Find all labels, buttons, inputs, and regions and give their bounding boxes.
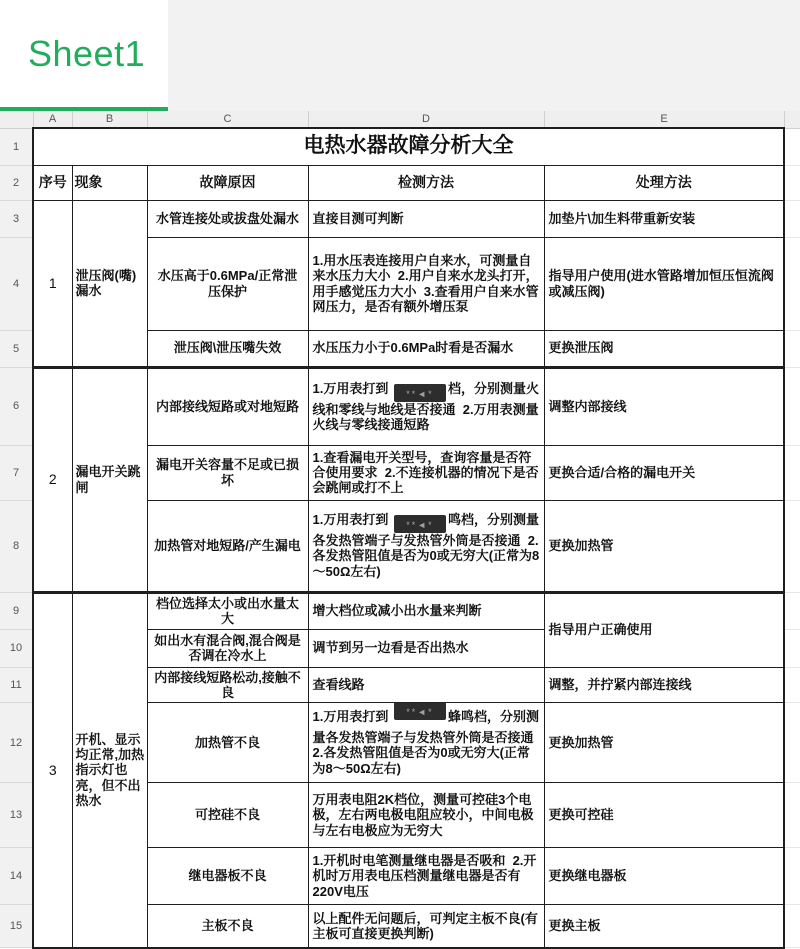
row-number-4[interactable]	[0, 237, 33, 330]
col-letter-partial[interactable]	[784, 111, 800, 128]
row-number-label: 11	[10, 678, 22, 691]
ghost-cell[interactable]	[784, 200, 800, 237]
cause-text: 水管连接处或拔盘处漏水	[155, 210, 299, 226]
row-number-14[interactable]	[0, 848, 33, 905]
row-number-8[interactable]	[0, 500, 33, 592]
sheet-tab-label: Sheet1	[28, 32, 146, 74]
method-text: 以上配件无问题后，可判定主板不良(有主板可直接更换判断)	[312, 910, 538, 941]
group-index: 3	[48, 761, 57, 778]
cause-cell-row11[interactable]	[147, 667, 308, 703]
redaction-icon	[394, 384, 446, 402]
method-text: 调节到另一边看是否出热水	[312, 640, 469, 656]
cause-text: 水压高于0.6MPa/正常泄压保护	[157, 268, 298, 299]
ghost-cell[interactable]	[784, 500, 800, 592]
method-text: 查看线路	[312, 677, 365, 693]
col-letter-a[interactable]	[33, 111, 72, 128]
phenomenon-cell-group1[interactable]	[72, 200, 147, 367]
row-number-label: 10	[9, 642, 23, 654]
solution-text: 更换可控硅	[548, 807, 614, 823]
row-number-label: 13	[9, 809, 23, 822]
table-title-cell[interactable]	[33, 128, 784, 165]
phenomenon-text: 开机、显示均正常,加热指示灯也亮，但不出热水	[75, 731, 145, 809]
group-index: 1	[48, 274, 57, 291]
spreadsheet-grid	[0, 111, 800, 949]
row-number-label: 9	[12, 604, 20, 617]
solution-cell-row6[interactable]	[544, 367, 784, 445]
solution-cell-row15[interactable]	[544, 905, 784, 948]
method-text: 档，分别测量火线和零线与地线是否接通 2.万用表测量火线与零线接通短路	[312, 380, 539, 432]
row-number-6[interactable]	[0, 367, 33, 445]
method-text: 1.用水压表连接用户自来水，可测量自来水压力大小 2.用户自来水龙头打开，用手感觉压力大小 3.查看用户自来水管网压力，是否有额外增压泵	[312, 252, 539, 314]
row-number-label: 2	[12, 176, 20, 189]
solution-cell-row12[interactable]	[544, 703, 784, 783]
ghost-cell[interactable]	[784, 367, 800, 445]
method-cell-row5[interactable]	[308, 330, 544, 367]
column-header-strip	[0, 111, 800, 128]
solution-cell-row11[interactable]	[544, 667, 784, 703]
ghost-cell[interactable]	[784, 848, 800, 905]
cause-cell-row14[interactable]	[147, 848, 308, 905]
col-letter-label: C	[223, 113, 232, 125]
cause-text: 如出水有混合阀,混合阀是否调在冷水上	[154, 632, 301, 663]
cause-cell-row13[interactable]	[147, 783, 308, 848]
solution-cell-row9-10[interactable]	[544, 592, 784, 667]
row-number-9[interactable]	[0, 592, 33, 629]
solution-text: 加垫片\加生料带重新安装	[548, 210, 696, 226]
solution-cell-row14[interactable]	[544, 848, 784, 905]
active-tab-underline	[0, 107, 168, 111]
col-letter-label: A	[48, 113, 57, 125]
row-number-label: 6	[12, 400, 20, 412]
method-cell-row15[interactable]	[308, 905, 544, 948]
row-number-label: 8	[12, 540, 20, 552]
index-cell-group2[interactable]	[33, 367, 72, 592]
row-number-12[interactable]	[0, 703, 33, 783]
ghost-cell[interactable]	[784, 330, 800, 367]
row-number-2[interactable]	[0, 165, 33, 200]
header-label: 序号	[38, 174, 67, 191]
cause-text: 档位选择太小或出水量太大	[155, 595, 299, 626]
solution-cell-row7[interactable]	[544, 445, 784, 500]
redaction-glyphs: **◄*	[406, 707, 434, 718]
row-number-3[interactable]	[0, 200, 33, 237]
redaction-glyphs: **◄*	[406, 388, 434, 399]
col-letter-label: B	[105, 113, 114, 125]
solution-text: 更换泄压阀	[548, 340, 614, 356]
header-label: 故障原因	[199, 174, 256, 191]
method-cell-row14[interactable]	[308, 848, 544, 905]
redaction-glyphs: **◄*	[406, 520, 434, 530]
col-letter-label: D	[422, 113, 430, 125]
ghost-cell[interactable]	[784, 592, 800, 629]
cause-cell-row15[interactable]	[147, 905, 308, 948]
cause-cell-row4[interactable]	[147, 237, 308, 330]
method-text: 1.开机时电笔测量继电器是否吸和 2.开机时万用表电压档测量继电器是否有220V电压	[312, 853, 537, 899]
solution-cell-row5[interactable]	[544, 330, 784, 367]
solution-text: 更换加热管	[548, 537, 614, 553]
col-letter-c[interactable]	[147, 111, 308, 128]
row-number-label: 12	[9, 736, 23, 749]
method-text: 1.万用表打到	[312, 512, 392, 527]
ghost-cell[interactable]	[784, 445, 800, 500]
cause-text: 泄压阀\泄压嘴失效	[173, 340, 282, 356]
phenomenon-text: 漏电开关跳闸	[75, 464, 141, 495]
row-number-label: 15	[9, 920, 23, 933]
cause-cell-row5[interactable]	[147, 330, 308, 367]
method-cell-row6[interactable]	[308, 367, 544, 445]
method-cell-row7[interactable]	[308, 445, 544, 500]
cause-cell-row8[interactable]	[147, 500, 308, 592]
cause-text: 漏电开关容量不足或已损坏	[155, 457, 299, 488]
method-cell-row11[interactable]	[308, 667, 544, 703]
ghost-cell[interactable]	[784, 703, 800, 783]
phenomenon-text: 泄压阀(嘴) 漏水	[75, 267, 140, 298]
header-cell-method[interactable]	[308, 165, 544, 200]
cause-cell-row6[interactable]	[147, 367, 308, 445]
select-all-corner[interactable]	[0, 111, 33, 128]
row-number-15[interactable]	[0, 905, 33, 948]
method-text: 蜂鸣档，分别测量各发热管端子与发热管外筒是否接通 2.各发热管阻值是否为0或无穷大(正常为8～50Ω左右)	[312, 709, 541, 776]
row-number-1[interactable]	[0, 128, 33, 165]
header-label: 处理方法	[635, 174, 692, 191]
sheet-tab[interactable]	[0, 0, 168, 107]
solution-text: 更换继电器板	[548, 868, 627, 884]
table-row	[0, 592, 800, 629]
top-banner	[0, 0, 800, 111]
header-cell-index[interactable]	[33, 165, 72, 200]
row-number-label: 7	[12, 466, 20, 479]
table-row	[0, 200, 800, 237]
cause-text: 主板不良	[201, 918, 254, 934]
redaction-icon	[394, 515, 446, 533]
method-text: 鸣档，分别测量各发热管端子与发热管外筒是否接通 2.各发热管阻值是否为0或无穷大(正常为8～50Ω左右)	[312, 512, 540, 579]
method-cell-row9[interactable]	[308, 592, 544, 629]
index-cell-group1[interactable]	[33, 200, 72, 367]
method-text: 增大档位或减小出水量来判断	[312, 603, 482, 619]
redaction-icon	[394, 703, 446, 721]
table-row	[0, 367, 800, 445]
cause-cell-row3[interactable]	[147, 200, 308, 237]
page-title: 电热水器故障分析大全	[303, 134, 514, 158]
col-letter-label: E	[660, 113, 668, 125]
cause-text: 继电器板不良	[188, 868, 267, 884]
row-number-label: 14	[9, 870, 23, 883]
header-label: 检测方法	[398, 174, 454, 191]
method-cell-row3[interactable]	[308, 200, 544, 237]
ghost-cell[interactable]	[784, 165, 800, 200]
row-number-label: 4	[12, 277, 20, 290]
ghost-cell[interactable]	[784, 783, 800, 848]
header-cell-cause[interactable]	[147, 165, 308, 200]
row-number-label: 3	[12, 212, 20, 225]
row-number-10[interactable]	[0, 629, 33, 667]
solution-cell-row13[interactable]	[544, 783, 784, 848]
cause-cell-row7[interactable]	[147, 445, 308, 500]
method-cell-row13[interactable]	[308, 783, 544, 848]
cause-text: 加热管不良	[194, 734, 260, 750]
row-number-13[interactable]	[0, 783, 33, 848]
ghost-cell[interactable]	[784, 237, 800, 330]
header-cell-solution[interactable]	[544, 165, 784, 200]
row-number-7[interactable]	[0, 445, 33, 500]
cause-text: 加热管对地短路/产生漏电	[154, 537, 301, 553]
cause-text: 可控硅不良	[194, 807, 260, 823]
col-letter-b[interactable]	[72, 111, 147, 128]
phenomenon-cell-group3[interactable]	[72, 592, 147, 948]
row-number-11[interactable]	[0, 667, 33, 703]
solution-cell-row4[interactable]	[544, 237, 784, 330]
cause-cell-row9[interactable]	[147, 592, 308, 629]
method-text: 直接目测可判断	[312, 210, 404, 226]
group-index: 2	[48, 471, 57, 488]
ghost-cell[interactable]	[784, 905, 800, 948]
method-cell-row12[interactable]	[308, 703, 544, 783]
solution-cell-row8[interactable]	[544, 500, 784, 592]
method-text: 水压压力小于0.6MPa时看是否漏水	[312, 340, 514, 356]
solution-text: 指导用户正确使用	[548, 622, 653, 638]
solution-text: 指导用户使用(进水管路增加恒压恒流阀或减压阀)	[548, 268, 774, 299]
col-letter-d[interactable]	[308, 111, 544, 128]
solution-text: 更换合适/合格的漏电开关	[548, 464, 696, 480]
method-text: 万用表电阻2K档位，测量可控硅3个电极，左右两电极电阻应较小，中间电极与左右电极应为无穷大	[312, 792, 534, 838]
header-label: 现象	[74, 174, 103, 191]
method-text: 1.万用表打到	[312, 380, 392, 396]
method-text: 1.万用表打到	[312, 709, 392, 725]
cause-cell-row12[interactable]	[147, 703, 308, 783]
cause-cell-row10[interactable]	[147, 629, 308, 667]
solution-text: 更换加热管	[548, 734, 614, 750]
solution-text: 调整，并拧紧内部连接线	[548, 677, 692, 693]
row-number-label: 1	[12, 140, 20, 153]
method-text: 1.查看漏电开关型号，查询容量是否符合使用要求 2.不连接机器的情况下是否会跳闸或打不上	[312, 449, 539, 496]
cause-text: 内部接线短路或对地短路	[155, 398, 299, 414]
method-cell-row10[interactable]	[308, 629, 544, 667]
ghost-cell[interactable]	[784, 629, 800, 667]
header-cell-phenomenon[interactable]	[72, 165, 147, 200]
solution-text: 调整内部接线	[548, 398, 627, 414]
cause-text: 内部接线短路松动,接触不良	[154, 669, 301, 700]
phenomenon-cell-group2[interactable]	[72, 367, 147, 592]
method-cell-row8[interactable]	[308, 500, 544, 592]
ghost-cell[interactable]	[784, 128, 800, 165]
ghost-cell[interactable]	[784, 667, 800, 703]
table-row	[0, 165, 800, 200]
solution-cell-row3[interactable]	[544, 200, 784, 237]
table-row	[0, 128, 800, 165]
row-number-label: 5	[12, 342, 20, 355]
index-cell-group3[interactable]	[33, 592, 72, 948]
row-number-5[interactable]	[0, 330, 33, 367]
method-cell-row4[interactable]	[308, 237, 544, 330]
solution-text: 更换主板	[548, 918, 601, 934]
col-letter-e[interactable]	[544, 111, 784, 128]
